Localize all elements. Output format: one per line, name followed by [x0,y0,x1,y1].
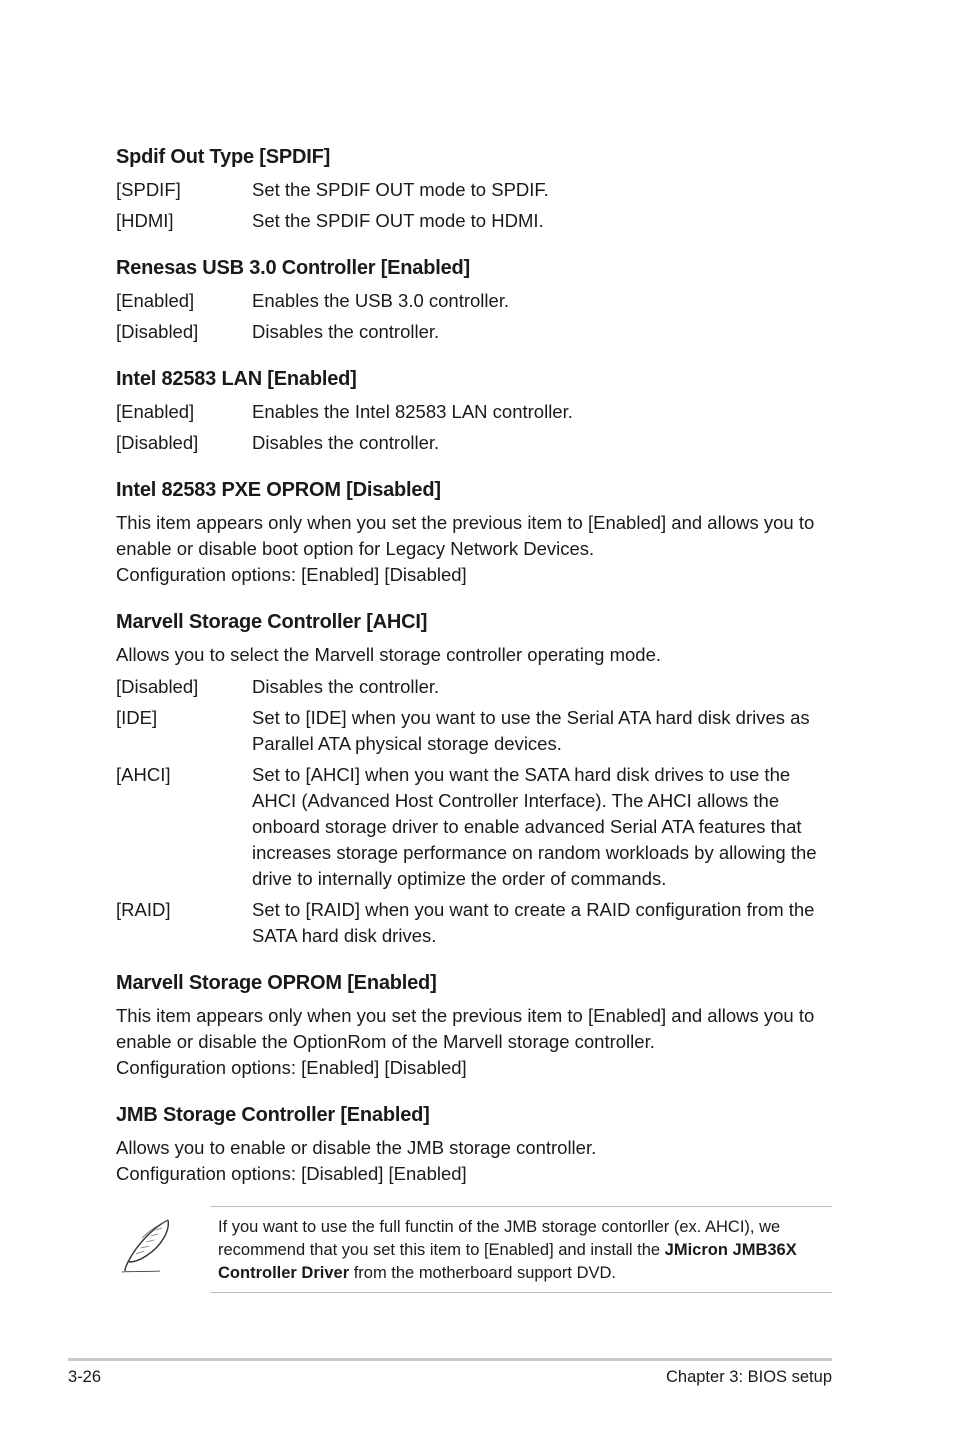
note-text-tail: from the motherboard support DVD. [349,1264,616,1282]
setting-marvell-storage-controller [116,608,836,949]
option-desc: Disables the controller. [252,321,440,342]
option-key: [SPDIF] [116,179,181,200]
setting-description: Allows you to enable or disable the JMB storage controller. [116,1137,597,1158]
option-key: [HDMI] [116,210,174,231]
option-desc: Set to [AHCI] when you want the SATA hard disk drives to use the AHCI (Advanced Host Controller Interface). The AHCI allows the onboard storage driver to enable advanced Serial ATA features that increases storage performance on random workloads by allowing the drive to internally optimize the order of commands. [252,764,817,889]
setting-renesas-usb3 [116,254,836,345]
option-desc: Set to [RAID] when you want to create a RAID configuration from the SATA hard disk drives. [252,899,815,946]
option-key: [RAID] [116,899,171,920]
option-desc: Set the SPDIF OUT mode to SPDIF. [252,179,549,200]
option-key: [Enabled] [116,401,195,422]
setting-marvell-storage-oprom [116,969,836,1081]
setting-intel-pxe-oprom [116,476,836,588]
manual-content [116,143,836,1207]
option-row [116,674,836,700]
option-desc: Set the SPDIF OUT mode to HDMI. [252,210,544,231]
option-key: [Disabled] [116,432,199,453]
quill-pen-icon [116,1216,176,1276]
setting-spdif-out-type [116,143,836,234]
setting-description: This item appears only when you set the previous item to [Enabled] and allows you to enable or disable boot option for Legacy Network Devices. [116,512,815,559]
option-row [116,177,836,203]
chapter-title: Chapter 3: BIOS setup [665,1368,832,1386]
option-row [116,319,836,345]
note-text-lead: If you want to use the full functin of the JMB storage contorller (ex. AHCI), we recommend that you set this item to [Enabled] and install the [218,1218,781,1259]
option-row [116,897,836,949]
option-desc: Set to [IDE] when you want to use the Serial ATA hard disk drives as Parallel ATA physical storage devices. [252,707,810,754]
setting-description: Allows you to select the Marvell storage controller operating mode. [116,644,661,665]
option-row [116,430,836,456]
setting-heading: Intel 82583 LAN [Enabled] [116,368,357,390]
option-desc: Disables the controller. [252,432,440,453]
option-row [116,705,836,757]
option-key: [IDE] [116,707,158,728]
option-row [116,762,836,892]
option-row [116,399,836,425]
note-text [218,1216,830,1285]
option-key: [Enabled] [116,290,195,311]
option-key: [Disabled] [116,321,199,342]
setting-heading: Marvell Storage OPROM [Enabled] [116,972,437,994]
note-top-divider [210,1206,832,1207]
option-desc: Enables the USB 3.0 controller. [252,290,510,311]
configuration-options: Configuration options: [Enabled] [Disabled] [116,1057,467,1078]
setting-heading: Spdif Out Type [SPDIF] [116,146,331,168]
footer-divider [68,1358,832,1361]
setting-description: This item appears only when you set the previous item to [Enabled] and allows you to enable or disable the OptionRom of the Marvell storage controller. [116,1005,815,1052]
option-key: [AHCI] [116,764,171,785]
note-text-driver-name: JMicron JMB36X Controller Driver [218,1241,797,1282]
option-row [116,208,836,234]
option-desc: Enables the Intel 82583 LAN controller. [252,401,573,422]
setting-heading: Renesas USB 3.0 Controller [Enabled] [116,257,471,279]
page-number: 3-26 [68,1368,102,1386]
configuration-options: Configuration options: [Disabled] [Enabled] [116,1163,467,1184]
setting-jmb-storage-controller [116,1101,836,1187]
note-bottom-divider [210,1292,832,1293]
option-desc: Disables the controller. [252,676,440,697]
setting-heading: JMB Storage Controller [Enabled] [116,1104,430,1126]
option-key: [Disabled] [116,676,199,697]
setting-heading: Marvell Storage Controller [AHCI] [116,611,428,633]
setting-intel-lan [116,365,836,456]
note-box [112,1206,832,1292]
option-row [116,288,836,314]
setting-heading: Intel 82583 PXE OPROM [Disabled] [116,479,441,501]
configuration-options: Configuration options: [Enabled] [Disabled] [116,564,467,585]
